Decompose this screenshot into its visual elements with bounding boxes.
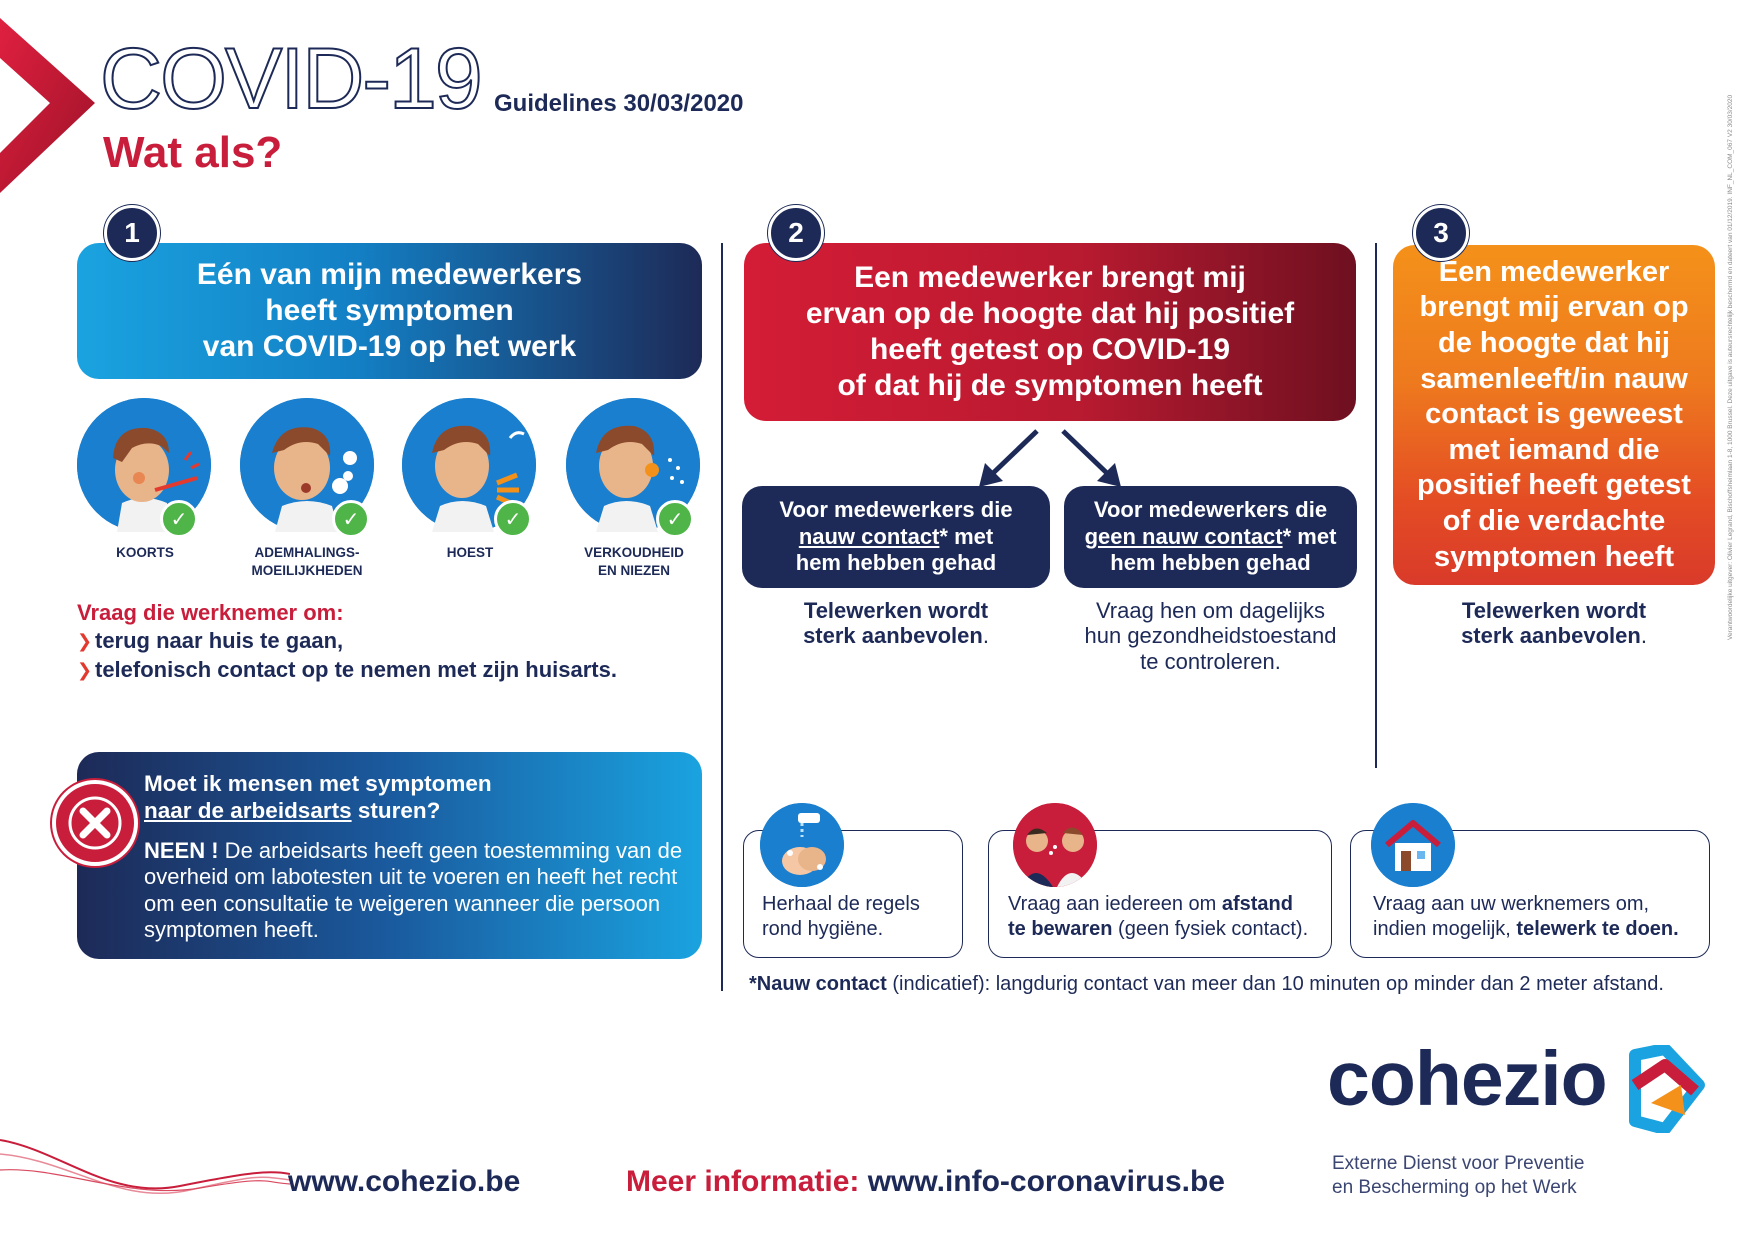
ask-item-text: terug naar huis te gaan, (95, 628, 344, 653)
no-close-contact-line1: Voor medewerkers die (1093, 497, 1328, 523)
guidelines-date: Guidelines 30/03/2020 (494, 90, 744, 117)
column-divider (721, 243, 723, 991)
more-info-label: Meer informatie: (626, 1165, 860, 1198)
keep-distance-icon (1013, 803, 1097, 887)
telework-recommendation-3 (1393, 598, 1715, 649)
cohezio-chevron-logo (0, 18, 95, 193)
infobox-question (144, 770, 684, 824)
daily-health-check: Vraag hen om dagelijks hun gezondheidstoestand te controleren. (1084, 598, 1337, 674)
infobox-question-underlined: naar de arbeidsarts (144, 798, 352, 823)
infobox-answer (144, 838, 684, 944)
scenario-2-badge: 2 (768, 205, 824, 261)
ask-item-text: telefonisch contact op te nemen met zijn huisarts. (95, 657, 617, 682)
house-icon (1371, 803, 1455, 887)
symptom-label-cough: HOEST (446, 545, 494, 560)
check-icon: ✓ (160, 500, 198, 538)
check-icon: ✓ (656, 500, 694, 538)
legal-notice: Verantwoordelijke uitgever: Olivier Legrand, Bischoffsheimlaan 1-8, 1000 Brussel. Deze uitgave is auteursrechtelijk beschermd en dateert van 01/12/2019. INF_NL_COM_067 V2 30/03/2020 (1727, 94, 1734, 640)
telework-tip-text (1373, 892, 1679, 942)
cohezio-logo-icon (1625, 1045, 1707, 1133)
infobox-question-line1: Moet ik mensen met symptomen (144, 771, 492, 796)
infobox-answer-text: De arbeidsarts heeft geen toestemming van de overheid om labotesten uit te voeren en heeft het recht om een consultatie te weigeren wanneer die persoon symptomen heeft. (144, 838, 683, 943)
more-info-url[interactable]: www.info-coronavirus.be (859, 1165, 1225, 1198)
column-divider (1375, 243, 1377, 768)
distance-tip-pre: Vraag aan iedereen om (1008, 893, 1222, 915)
more-info-link[interactable] (626, 1165, 1225, 1199)
scenario-3-title: Een medewerker brengt mij ervan op de hoogte dat hij samenleeft/in nauw contact is geweest met iemand die positief heeft getest of die verdachte symptomen heeft (1393, 245, 1715, 585)
footnote-text: (indicatief): langdurig contact van meer dan 10 minuten op minder dan 2 meter afstand. (886, 973, 1664, 995)
scenario-1-title: Eén van mijn medewerkers heeft symptomen van COVID-19 op het werk (77, 243, 702, 379)
close-contact-post: * met (939, 523, 994, 549)
brand-tagline: Externe Dienst voor Preventie en Bescherming op het Werk (1332, 1153, 1585, 1198)
ask-title: Vraag die werknemer om: (77, 600, 344, 625)
cohezio-website-link[interactable]: www.cohezio.be (288, 1165, 521, 1198)
decorative-waves (0, 1130, 290, 1210)
no-close-contact-underlined: geen nauw contact (1084, 523, 1283, 549)
close-contact-underlined: nauw contact (798, 523, 940, 549)
chevron-right-icon: ❯ (77, 630, 93, 651)
scenario-3-badge: 3 (1413, 205, 1469, 261)
close-icon (52, 780, 138, 866)
footnote (749, 973, 1664, 996)
symptom-label-fever: KOORTS (116, 545, 174, 560)
chevron-right-icon: ❯ (77, 659, 93, 680)
ask-item (77, 657, 617, 683)
no-close-contact-box (1064, 486, 1357, 588)
distance-tip-bold2: te bewaren (1008, 918, 1113, 940)
symptom-label-cold: VERKOUDHEID EN NIEZEN (584, 545, 684, 578)
no-close-contact-post: * met (1282, 523, 1337, 549)
telework-recommendation-end: . (982, 623, 989, 649)
handwashing-icon (760, 803, 844, 887)
brand-wordmark: cohezio (1327, 1036, 1607, 1122)
close-contact-box (742, 486, 1050, 588)
ask-item (77, 628, 343, 654)
distance-tip-bold1: afstand (1221, 893, 1293, 915)
telework-recommendation-bold: Telewerken wordt sterk aanbevolen (803, 598, 989, 649)
footnote-bold: *Nauw contact (749, 973, 887, 995)
close-contact-line1: Voor medewerkers die (779, 497, 1013, 523)
check-icon: ✓ (494, 500, 532, 538)
infobox-question-end: sturen? (351, 798, 441, 823)
scenario-2-title: Een medewerker brengt mij ervan op de hoogte dat hij positief heeft getest op COVID-19 of dat hij de symptomen heeft (744, 243, 1356, 421)
page-title: COVID-19 (100, 31, 481, 127)
telework-tip-pre: Vraag aan uw werknemers om, indien mogelijk, (1373, 893, 1650, 940)
telework-tip-bold: telewerk te doen. (1516, 918, 1679, 940)
infobox-answer-bold: NEEN ! (144, 838, 219, 863)
check-icon: ✓ (332, 500, 370, 538)
distance-tip-text (1008, 892, 1328, 942)
distance-tip-post: (geen fysiek contact). (1112, 918, 1309, 940)
close-contact-line3: hem hebben gehad (795, 550, 997, 576)
page-subtitle: Wat als? (103, 128, 283, 177)
telework-recommendation-3-end: . (1640, 623, 1647, 649)
no-close-contact-line3: hem hebben gehad (1110, 550, 1311, 576)
telework-recommendation (742, 598, 1050, 649)
telework-recommendation-3-bold: Telewerken wordt sterk aanbevolen (1461, 598, 1647, 649)
scenario-1-badge: 1 (104, 205, 160, 261)
hygiene-tip-text: Herhaal de regels rond hygiëne. (762, 893, 920, 940)
symptom-label-breathing: ADEMHALINGS- MOEILIJKHEDEN (251, 545, 363, 578)
